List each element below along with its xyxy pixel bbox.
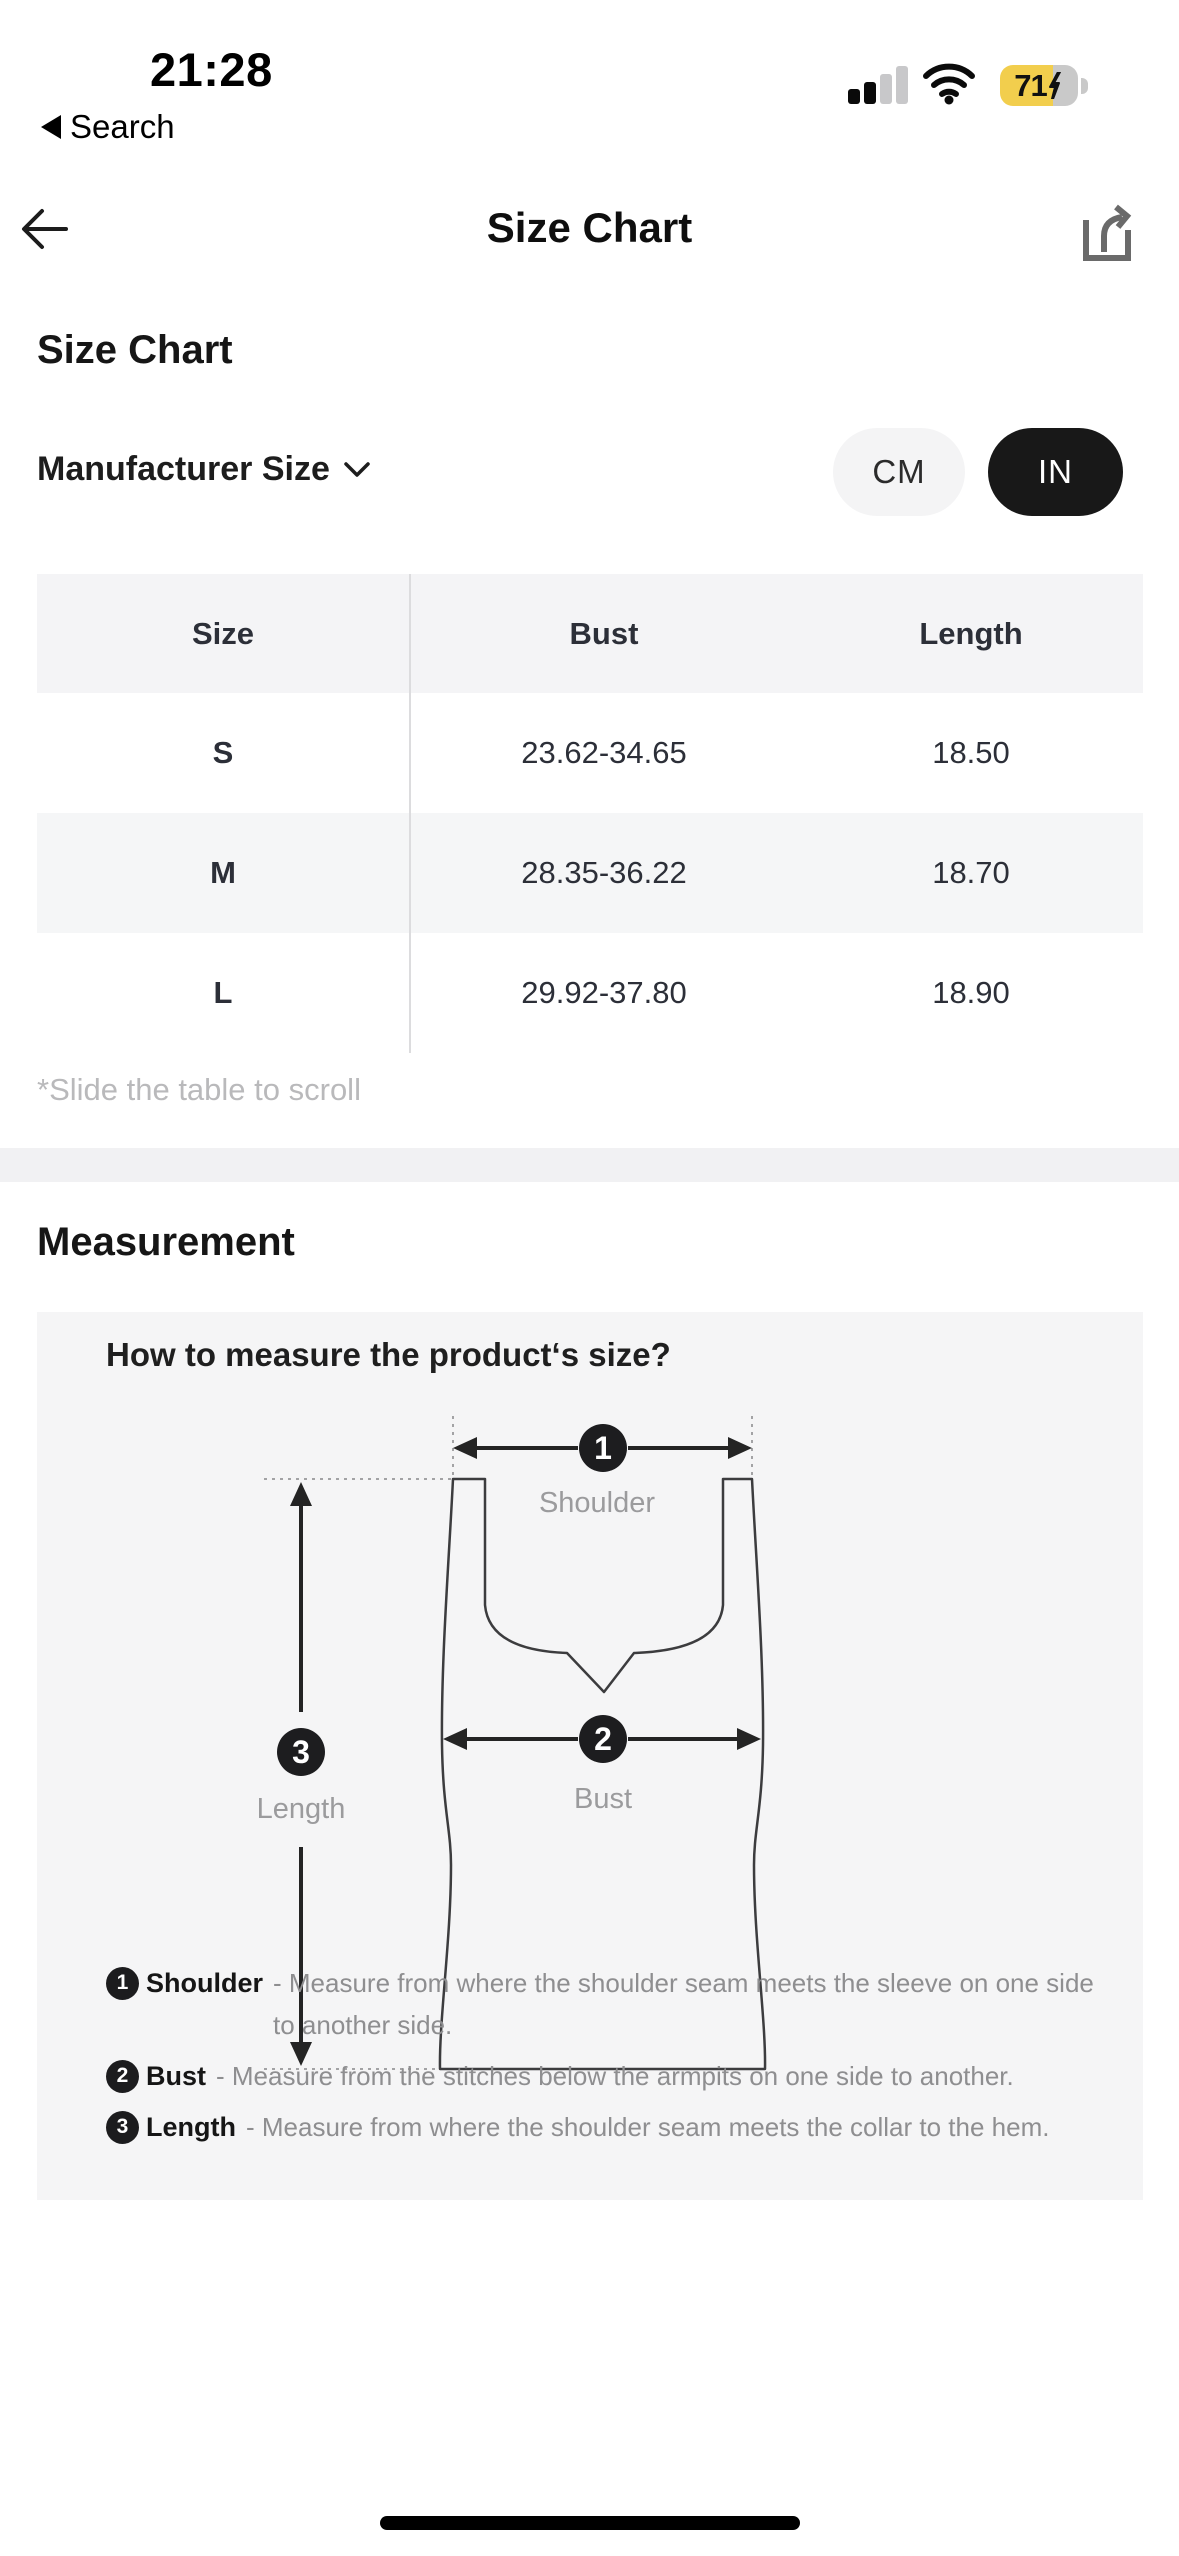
instruction-label: Shoulder (146, 1967, 264, 1998)
bust-number: 2 (594, 1721, 612, 1757)
shoulder-label: Shoulder (538, 1487, 656, 1519)
section-divider (0, 1148, 1179, 1182)
instruction-number-badge: 3 (106, 2111, 139, 2144)
manufacturer-size-label: Manufacturer Size (37, 450, 330, 488)
instruction-item (106, 1962, 1098, 2046)
shoulder-number: 1 (594, 1430, 612, 1466)
cell-length: 18.90 (932, 975, 1010, 1010)
battery-indicator (1000, 65, 1078, 106)
instruction-number-badge: 1 (106, 1967, 139, 2000)
measurement-card-title: How to measure the product‘s size? (106, 1336, 671, 1373)
table-row (37, 693, 1143, 813)
measurement-card (37, 1312, 1143, 2200)
manufacturer-size-selector[interactable] (37, 450, 371, 489)
table-header-row (37, 574, 1143, 693)
cell-length: 18.50 (932, 735, 1010, 770)
instruction-label: Bust (146, 2060, 206, 2091)
battery-nub (1081, 78, 1088, 94)
cell-size: L (213, 975, 233, 1010)
page-title: Size Chart (486, 204, 693, 251)
cell-bust: 28.35-36.22 (521, 855, 687, 890)
cell-size: M (210, 855, 236, 890)
cellular-signal-icon (848, 66, 912, 104)
back-to-app-triangle-icon (41, 115, 61, 139)
column-header-bust: Bust (569, 615, 639, 651)
instruction-item (106, 2055, 1098, 2097)
instruction-number-badge: 2 (106, 2060, 139, 2093)
unit-toggle-in-button[interactable]: IN (988, 428, 1123, 516)
length-number: 3 (292, 1734, 310, 1770)
chevron-down-icon (343, 461, 371, 478)
battery-percent: 71 (1014, 67, 1047, 103)
share-icon[interactable] (1076, 196, 1136, 268)
table-row (37, 933, 1143, 1053)
charging-bolt-icon (1048, 72, 1064, 99)
length-label: Length (256, 1793, 346, 1825)
unit-toggle-cm-button[interactable]: CM (833, 428, 965, 516)
cell-bust: 29.92-37.80 (521, 975, 687, 1010)
instruction-text: - Measure from where the shoulder seam meets the collar to the hem. (245, 2112, 1050, 2142)
instruction-text: - Measure from the stitches below the armpits on one side to another. (216, 2061, 1014, 2091)
home-indicator[interactable] (380, 2516, 800, 2530)
cell-bust: 23.62-34.65 (521, 735, 687, 770)
size-chart-heading: Size Chart (37, 328, 233, 372)
status-time: 21:28 (150, 43, 273, 96)
cell-length: 18.70 (932, 855, 1010, 890)
column-header-size: Size (191, 615, 255, 651)
back-to-app-link[interactable] (41, 108, 175, 146)
bust-label: Bust (573, 1783, 633, 1815)
column-header-length: Length (919, 615, 1023, 651)
wifi-icon (922, 63, 976, 105)
table-scroll-note: *Slide the table to scroll (37, 1072, 361, 1107)
instruction-item (106, 2106, 1098, 2148)
size-table-scroll-area[interactable] (37, 574, 1143, 1053)
instruction-text: - Measure from where the shoulder seam meets the sleeve on one side to another side. (273, 1968, 1094, 2040)
measure-instructions (106, 1962, 1098, 2157)
back-to-app-label: Search (70, 108, 175, 145)
cell-size: S (212, 735, 234, 770)
table-row (37, 813, 1143, 933)
measurement-heading: Measurement (37, 1220, 295, 1264)
instruction-label: Length (146, 2111, 236, 2142)
table-column-divider (409, 574, 411, 1053)
